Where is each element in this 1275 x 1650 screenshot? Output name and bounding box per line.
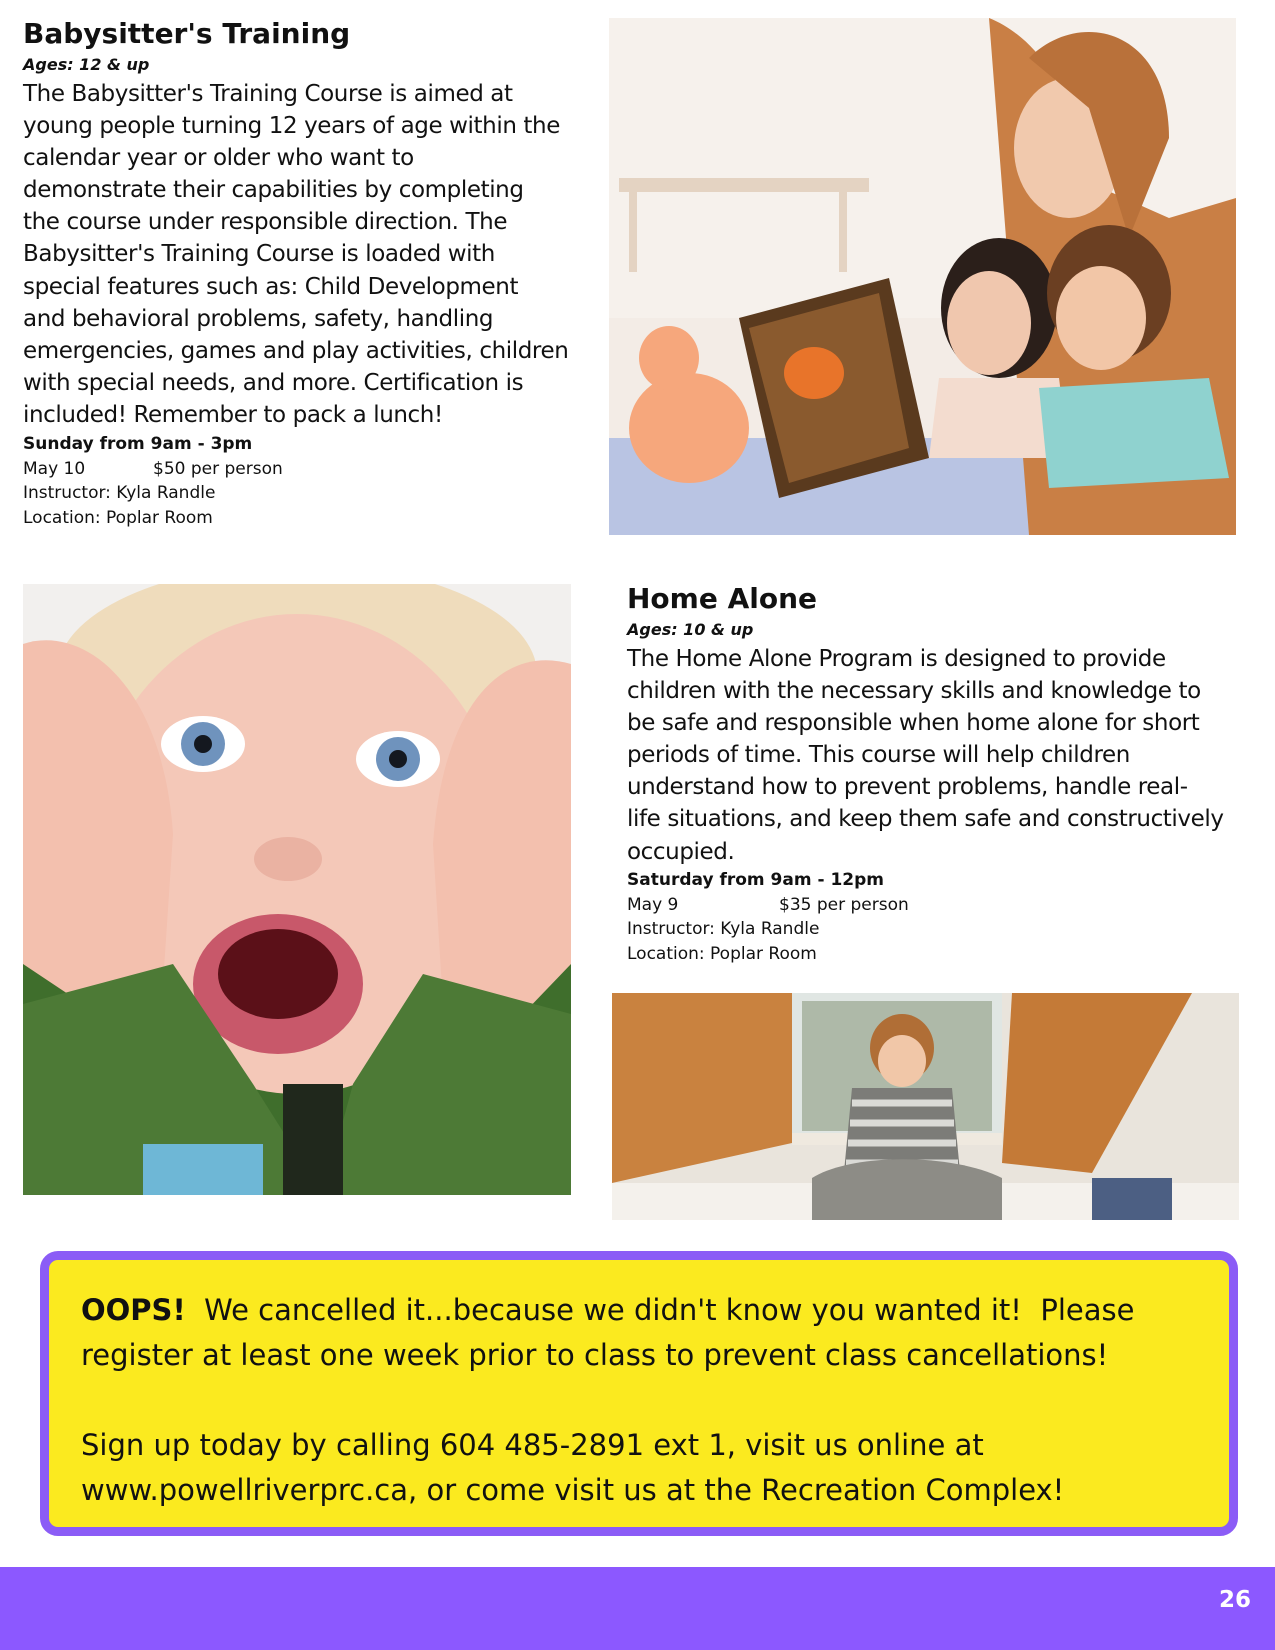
- description-line: life situations, and keep them safe and constructively: [627, 806, 1224, 833]
- babysitter-location: Location: Poplar Room: [23, 507, 213, 528]
- babysitter-instructor: Instructor: Kyla Randle: [23, 483, 216, 503]
- description-line: The Home Alone Program is designed to provide: [627, 646, 1166, 672]
- description-line: calendar year or older who want to: [23, 145, 414, 172]
- description-line: and behavioral problems, safety, handling: [23, 305, 494, 332]
- footer-bar: [0, 1567, 1275, 1650]
- description-line: the course under responsible direction. The: [23, 209, 508, 236]
- description-line: demonstrate their capabilities by completing: [23, 177, 524, 204]
- cancellation-notice: [40, 1251, 1238, 1536]
- description-line: children with the necessary skills and knowledge to: [627, 678, 1201, 705]
- home-alone-description: [627, 643, 1247, 868]
- home-alone-title: Home Alone: [627, 582, 818, 615]
- babysitter-details: [23, 432, 283, 530]
- description-line: with special needs, and more. Certification is: [23, 369, 524, 396]
- description-line: included! Remember to pack a lunch!: [23, 401, 443, 428]
- babysitter-date: May 10: [23, 458, 86, 479]
- photo-screaming-toddler: [23, 584, 571, 1195]
- description-line: occupied.: [627, 838, 735, 865]
- description-line: special features such as: Child Development: [23, 273, 519, 300]
- home-alone-price: $35 per person: [779, 894, 909, 915]
- babysitter-price: $50 per person: [153, 458, 283, 479]
- home-alone-details: [627, 868, 909, 966]
- notice-line-2: register at least one week prior to class to prevent class cancellations!: [81, 1338, 1109, 1372]
- babysitter-schedule: Sunday from 9am - 3pm: [23, 434, 253, 454]
- description-line: emergencies, games and play activities, children: [23, 337, 569, 364]
- home-alone-ages: Ages: 10 & up: [627, 620, 754, 639]
- notice-line-4: www.powellriverprc.ca, or come visit us at the Recreation Complex!: [81, 1473, 1065, 1507]
- description-line: The Babysitter's Training Course is aimed at: [23, 81, 513, 107]
- notice-line-1: We cancelled it...because we didn't know you wanted it! Please: [185, 1293, 1135, 1327]
- description-line: periods of time. This course will help children: [627, 742, 1130, 769]
- home-alone-date: May 9: [627, 894, 679, 915]
- babysitter-ages: Ages: 12 & up: [23, 55, 150, 74]
- notice-paragraph-register: [81, 1288, 1197, 1378]
- description-line: young people turning 12 years of age within the: [23, 113, 560, 140]
- page-number: 26: [1218, 1587, 1251, 1613]
- description-line: understand how to prevent problems, handle real-: [627, 774, 1188, 801]
- notice-line-3: Sign up today by calling 604 485-2891 ext 1, visit us online at: [81, 1428, 984, 1462]
- babysitter-title: Babysitter's Training: [23, 17, 351, 50]
- photo-boy-in-attic-room: [612, 993, 1239, 1220]
- description-line: be safe and responsible when home alone for short: [627, 710, 1200, 737]
- home-alone-location: Location: Poplar Room: [627, 943, 817, 964]
- home-alone-schedule: Saturday from 9am - 12pm: [627, 870, 884, 890]
- photo-mother-reading-to-children: [609, 18, 1236, 535]
- home-alone-instructor: Instructor: Kyla Randle: [627, 919, 820, 939]
- babysitter-description: [23, 78, 583, 431]
- notice-oops: OOPS!: [81, 1293, 186, 1327]
- description-line: Babysitter's Training Course is loaded with: [23, 241, 495, 268]
- notice-paragraph-signup: [81, 1423, 1197, 1513]
